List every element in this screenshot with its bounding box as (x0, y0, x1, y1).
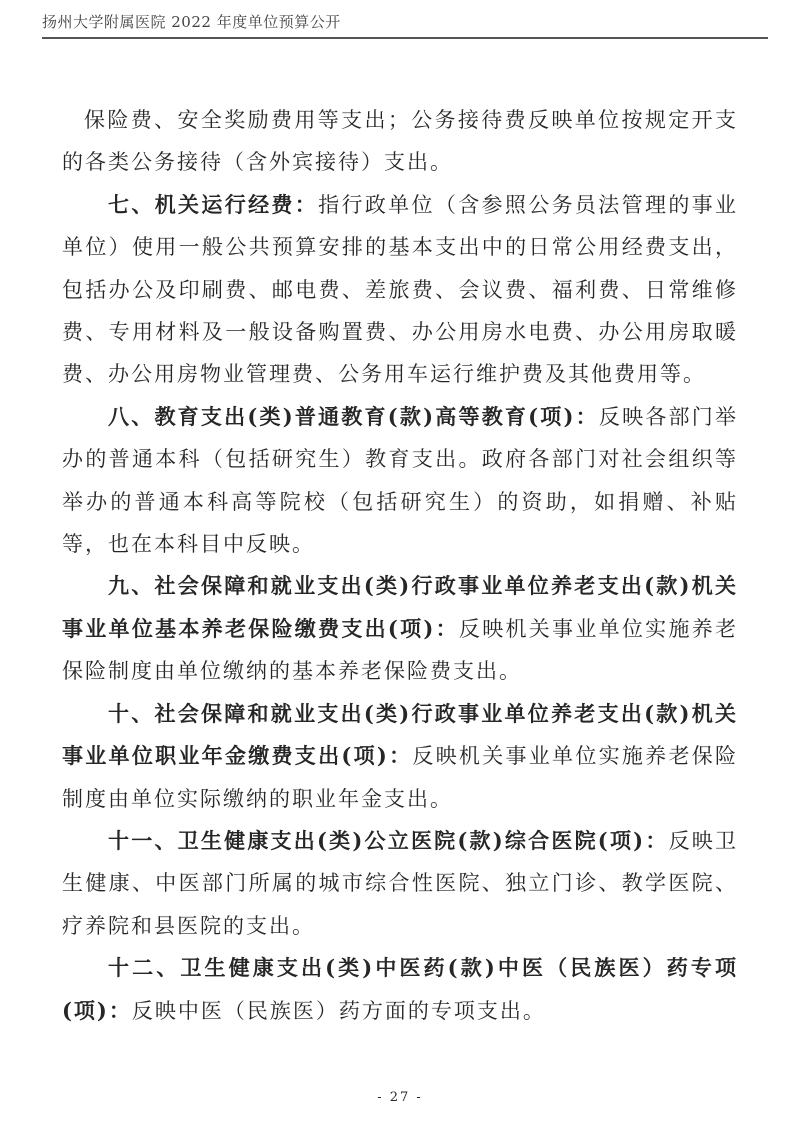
paragraph-text: 保险费、安全奖励费用等支出；公务接待费反映单位按规定开支的各类公务接待（含外宾接待）支出。 (62, 108, 738, 175)
paragraph-text: 反映机关事业单位实施养老保险制度由单位实际缴纳的职业年金支出。 (62, 744, 739, 811)
page-footer (0, 1086, 800, 1105)
paragraph (62, 396, 738, 566)
paragraph-lead: 七、机关运行经费： (108, 191, 319, 217)
paragraph (62, 820, 738, 947)
paragraph-text: 指行政单位（含参照公务员法管理的事业单位）使用一般公共预算安排的基本支出中的日常公用经费支出，包括办公及印刷费、邮电费、差旅费、会议费、福利费、日常维修费、专用材料及一般设备购置费、办公用房水电费、办公用房取暖费、办公用房物业管理费、公务用车运行维护费及其他费用等。 (62, 192, 739, 387)
paragraph-text: 反映各部门举办的普通本科（包括研究生）教育支出。政府各部门对社会组织等举办的普通本科高等院校（包括研究生）的资助，如捐赠、补贴等，也在本科目中反映。 (62, 404, 738, 557)
document-body (62, 99, 738, 1032)
header-title: 扬州大学附属医院 2022 年度单位预算公开 (42, 13, 341, 31)
paragraph (62, 184, 738, 396)
paragraph-lead: 十、社会保障和就业支出(类)行政事业单位养老支出(款)机关事业单位职业年金缴费支出(项)： (62, 700, 738, 769)
page-header (42, 12, 768, 39)
paragraph-lead: 十二、卫生健康支出(类)中医药(款)中医（民族医）药专项(项)： (62, 955, 738, 1023)
paragraph-text: 反映中医（民族医）药方面的专项支出。 (131, 998, 546, 1023)
paragraph-text: 反映机关事业单位实施养老保险制度由单位缴纳的基本养老保险费支出。 (62, 616, 739, 684)
paragraph (62, 947, 738, 1032)
paragraph-text: 反映卫生健康、中医部门所属的城市综合性医院、独立门诊、教学医院、疗养院和县医院的支出。 (62, 828, 739, 938)
paragraph-lead: 十一、卫生健康支出(类)公立医院(款)综合医院(项)： (108, 827, 669, 853)
paragraph (62, 565, 738, 692)
paragraph-lead: 八、教育支出(类)普通教育(款)高等教育(项)： (108, 403, 599, 429)
paragraph-lead: 九、社会保障和就业支出(类)行政事业单位养老支出(款)机关事业单位基本养老保险缴费支出(项)： (62, 573, 738, 641)
paragraph (62, 693, 738, 820)
page-number: - 27 - (377, 1090, 423, 1105)
paragraph (62, 99, 738, 184)
